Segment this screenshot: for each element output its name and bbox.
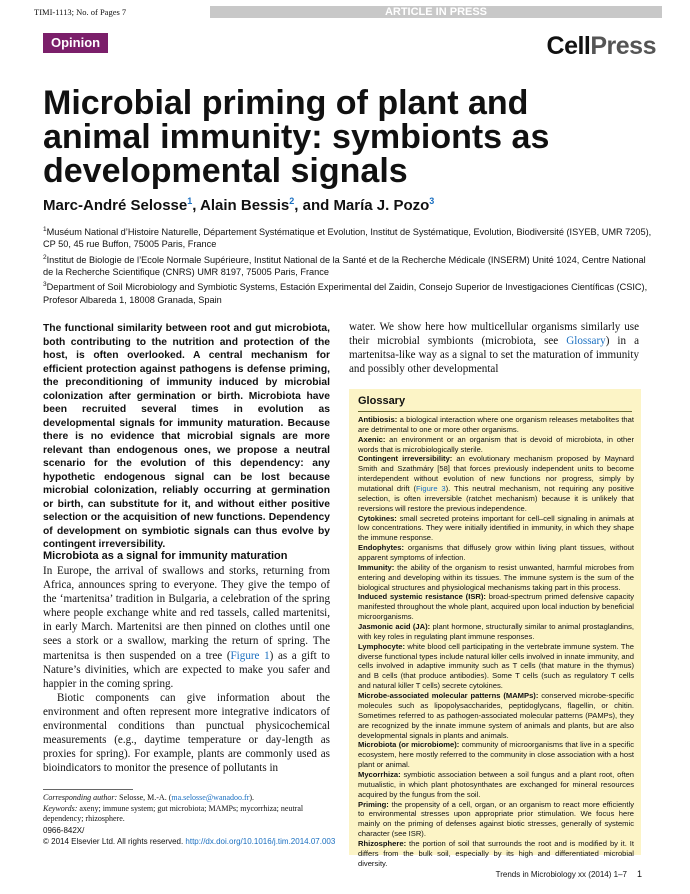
glossary-definition: white blood cell participating in the vertebrate immune system. The diverse functional types include natural killer cells involved in innate immunity, and cells involved in adaptive immunity such as T cells (that mature in the thymus) and B cells (that produce antibodies). Some T cells (such as regulatory T cells and natural killer T cells) secrete cytokines. [358,641,634,691]
glossary-definition: an environment or an organism that is devoid of microbiota, in other words that is microbiologically sterile. [358,434,634,454]
paragraph-text: ) in a martenitsa-like way as a signal to set the maturation of immunity and possibly other developmental [349,335,640,376]
author-name: Marc-André Selosse [43,197,188,214]
affiliation [43,252,653,279]
glossary-entry [358,563,634,593]
affiliation-number: 3 [43,281,47,289]
footnote-divider [43,789,133,790]
glossary-definition: ). This neutral mechanism, not requiring any positive selection, is often irreversible (ratchet mechanism) because it is unlikely that reversions will restore the previous independence. [358,484,634,513]
glossary-entry [358,691,634,740]
glossary-term: Axenic: [358,434,386,444]
author-affiliation-ref[interactable]: 1 [187,196,193,206]
glossary-title: Glossary [358,395,406,407]
glossary-term: Priming: [358,799,389,809]
glossary-entry [358,642,634,691]
affiliation-number: 2 [43,253,47,261]
doi-link[interactable]: http://dx.doi.org/10.1016/j.tim.2014.07.003 [185,836,336,846]
author-name: Alain Bessis [200,197,290,214]
keywords-text: axeny; immune system; gut microbiota; MAMPs; mycorrhiza; neutral dependency; rhizosphere. [43,803,304,823]
glossary-definition: broad-spectrum primed defensive capacity manifested throughout the whole plant, acquired upon local induction by beneficial microorganisms. [358,592,634,622]
paragraph: Biotic components can give information about the environment and often represent more integrative indicators of environmental conditions than punctual physicochemical measurements (e.g., daytime temperature or day-length as proxies for spring). For example, plants are commonly used as bioindicators to monitor the presence of pollutants in [43,691,330,775]
glossary-term: Microbe-associated molecular patterns (MAMPs): [358,691,539,701]
affiliation-text: Institut de Biologie de l’Ecole Normale Supérieure, Institut National de la Santé et de la Recherche Médicale (INSERM) Unité 1024, Centre National de la Recherche Scientifique (CNRS) UMR 8197, 75005 Paris, France [43,254,646,278]
figure-1-link[interactable]: Figure 1 [230,649,270,662]
glossary-entry [358,435,634,455]
paragraph [43,564,330,691]
glossary-term: Immunity: [358,562,395,572]
email-link[interactable]: ma.selosse@wanadoo.fr [171,793,250,802]
glossary-entry [358,415,634,435]
issn-block [43,826,335,847]
glossary-entry [358,740,634,770]
glossary-definition: the propensity of a cell, organ, or an organism to react more efficiently to environmental stresses upon appropriate prior stimulation. We focus here mainly on the priming of defenses against biotic stresses, generally of systemic character (see ISR). [358,799,634,839]
glossary-definition: the portion of soil that surrounds the root and is modified by it. It differs from the bulk soil, especially by its high and differentiated microbial diversity. [358,838,634,868]
glossary-entry [358,770,634,800]
glossary-divider [358,411,632,412]
body-right-column [349,320,639,376]
abstract: The functional similarity between root and gut microbiota, both contributing to the nutrition and protection of the host, is often overlooked. A central mechanism for efficient protection against pathogens is defense priming, the preconditioning of immunity induced by microbial colonization after germination or birth. Microbiota have been recruited several times in evolution as developmental signals for immunity maturation. Because there is no evidence that microbial signals are more relevant than endogenous ones, we propose a neutral scenario for the evolution of this dependency: any hypothetic endogenous signal can be lost because microbial colonization, reliably occurring at germination or birth, can substitute for it, and without either positive selection or the acquisition of new functions. Dependency of development on symbiotic signals can thus evolve by contingent irreversibility. [43,323,330,550]
paragraph-text: In Europe, the arrival of swallows and storks, returning from Africa, announces spring to everyone. They give the tempo of the ‘martenitsa’ tradition in Bulgaria, a celebration of the spring where people exchange white and red tassels, called martenitsi, in early March. Martenitsi are then pinned on clothes until one sees a stork or a swallow, marking the return of spring. The martenitsa is then suspended on a tree ( [43,565,330,662]
author-affiliation-ref[interactable]: 3 [429,196,435,206]
copyright-text: © 2014 Elsevier Ltd. All rights reserved. [43,836,186,846]
keywords [43,804,330,825]
author-separator: , and [294,197,334,214]
glossary-entry [358,592,634,622]
publisher-logo [547,32,656,61]
glossary-link[interactable]: Glossary [566,335,606,348]
glossary-entry [358,543,634,563]
article-title: Microbial priming of plant and animal immunity: symbionts as developmental signals [43,84,550,190]
section-label: Opinion [43,33,108,53]
affiliations [43,224,653,307]
glossary-entries [358,415,634,869]
glossary-term: Jasmonic acid (JA): [358,622,431,632]
glossary-definition: a biological interaction where one organism releases metabolites that are detrimental to one or more other organisms. [358,415,634,434]
corresponding-author [43,793,330,804]
glossary-term: Lymphocyte: [358,641,405,651]
glossary-term: Cytokines: [358,513,397,523]
glossary-term: Mycorrhiza: [358,769,401,779]
corresponding-author-label: Corresponding author: [43,793,118,802]
glossary-definition: conserved microbe-specific molecules such as lipopolysaccharides, peptidoglycans, flagellin, or chitin. Sometimes referred to as pathogen-associated molecular patterns (PAMPs), they are recognized by the innate immune system of animals and plants, but are also developmental signals in plants and animals. [358,691,634,740]
corresponding-author-name: Selosse, M.-A. ( [117,793,172,802]
corresponding-author-end: ). [249,793,255,802]
glossary-definition: community of microorganisms that live in a specific ecosystem, here mostly referred to the community in close association with a host plant or animal. [358,740,634,770]
author-list [43,196,434,214]
journal-citation: Trends in Microbiology xx (2014) 1–7 [495,870,627,879]
glossary-box [349,389,641,868]
glossary-term: Rhizosphere: [358,838,407,848]
glossary-definition: the ability of the organism to resist unwanted, harmful microbes from entering and developing within its tissues. The immune system is the sum of the biological structures and physiological mechanisms taking part in this process. [358,562,634,592]
section-heading: Microbiota as a signal for immunity maturation [43,550,288,562]
affiliation-text: Muséum National d’Histoire Naturelle, Département Systématique et Evolution, Institut de Systématique, Evolution, Biodiversité (ISYEB, UMR 7205), CP 50, 45 rue Buffon, 75005 Paris, France [43,227,652,250]
glossary-definition: small secreted proteins important for cell–cell signaling in animals at low concentrations. They were initially identified in immunity, in which they shape the immune response. [358,513,634,543]
glossary-entry [358,514,634,544]
glossary-term: Antibiosis: [358,415,398,424]
glossary-term: Induced systemic resistance (ISR): [358,592,486,602]
article-id: TIMI-1113; No. of Pages 7 [34,7,127,17]
glossary-term: Endophytes: [358,543,404,553]
glossary-entry [358,839,634,869]
footnotes [43,793,330,825]
article-in-press-banner: ARTICLE IN PRESS [210,6,662,18]
glossary-term: Microbiota (or microbiome): [358,740,460,750]
author-name: María J. Pozo [333,197,430,214]
issn: 0966-842X/ [43,826,85,835]
logo-cell: Cell [546,32,591,60]
page-number: 1 [636,869,642,879]
glossary-entry [358,622,634,642]
affiliation-number: 1 [43,226,47,233]
copyright [43,837,335,848]
body-left-column [43,564,330,775]
glossary-definition: organisms that diffusely grow within living plant tissues, without apparent symptoms of infection. [358,543,634,563]
figure-3-link[interactable]: Figure 3 [416,484,446,494]
page-footer [496,869,642,879]
paragraph-text: ) as a gift to Nature’s divinities, which are expected to make you safer and happier in the coming spring. [43,649,330,690]
glossary-definition: an evolutionary mechanism proposed by Maynard Smith and Szathmáry [58] that forces previously independent units to become interdependent without evolution of new functions nor progress, simply by mutational drift ( [358,454,635,494]
glossary-definition: symbiotic association between a soil fungus and a plant root, often mutualistic, in which plant photosynthates are exchanged for mineral resources acquired by the fungus from the soil. [358,769,634,799]
author-affiliation-ref[interactable]: 2 [289,196,295,206]
glossary-term: Contingent irreversibility: [358,454,453,464]
affiliation-text: Department of Soil Microbiology and Symbiotic Systems, Estación Experimental del Zaidin, Consejo Superior de Investigaciones Científicas (CSIC), Profesor Albareda 1, 18008 Granada, Spain [43,282,648,305]
glossary-entry [358,454,634,513]
affiliation [43,224,653,251]
paragraph-text: water. We show here how multicellular organisms similarly use their microbial symbionts (microbiota, see [349,321,639,348]
logo-press: Press [590,32,656,60]
glossary-definition: plant hormone, structurally similar to animal prostaglandins, with key roles in regulating plant immune responses. [358,622,634,641]
keywords-label: Keywords: [43,803,78,813]
affiliation [43,279,653,306]
glossary-entry [358,800,634,839]
author-separator: , [192,197,201,214]
